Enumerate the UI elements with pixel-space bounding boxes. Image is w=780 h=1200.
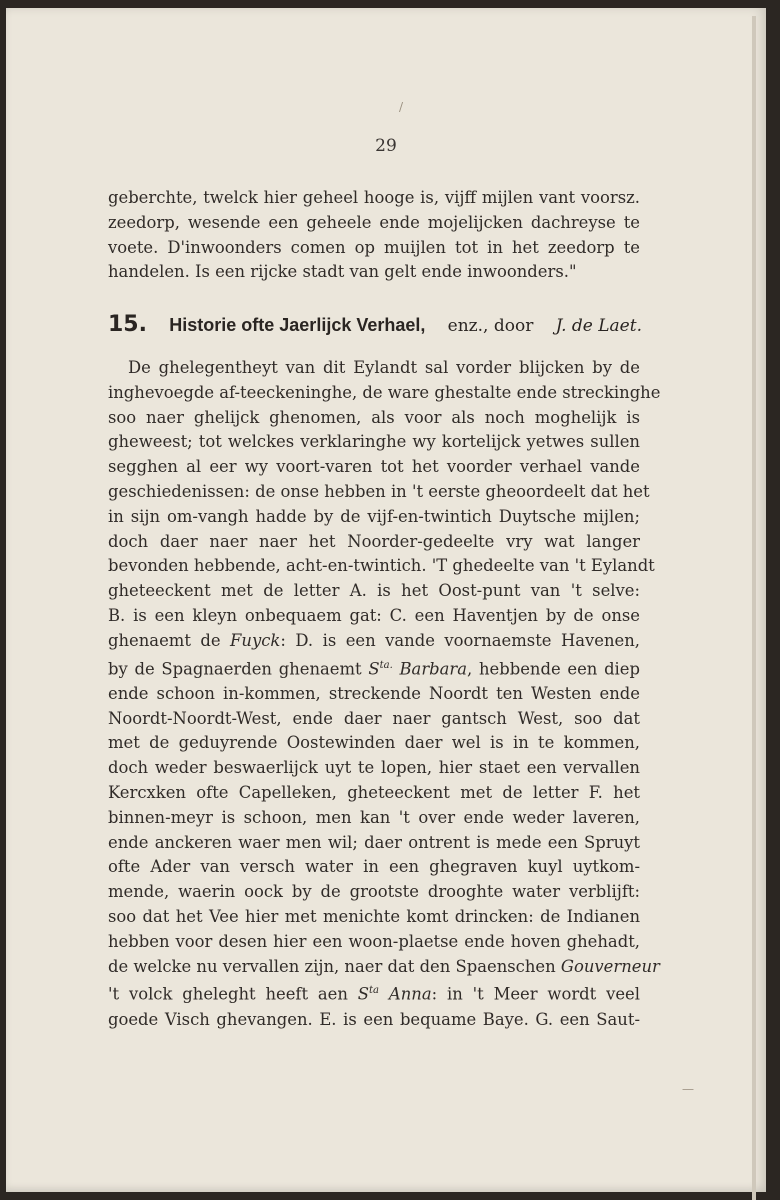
- text-line: gheteeckent met de letter A. is het Oost-punt van 't selve:: [108, 581, 640, 601]
- page-number: 29: [375, 136, 397, 156]
- text-line: met de geduyrende Oostewinden daer wel is in te kommen,: [108, 733, 640, 753]
- text-line: soo naer ghelijck ghenomen, als voor als noch moghelijk is: [108, 407, 640, 427]
- italic-name: Anna: [388, 984, 432, 1004]
- text-segment: 't volck gheleght heeft aen: [108, 984, 348, 1004]
- text-line: [108, 955, 660, 980]
- text-line: ofte Ader van versch water in een ghegraven kuyl uytkom-: [108, 857, 640, 877]
- text-line: [108, 979, 640, 1007]
- text-line: voete. D'inwoonders comen op muijlen tot in het zeedorp te: [108, 237, 640, 257]
- text-line: ende schoon in-kommen, streckende Noordt ten Westen ende: [108, 683, 640, 703]
- text-line: goede Visch ghevangen. E. is een bequame Baye. G. een Saut-: [108, 1009, 640, 1029]
- section-title: Historie ofte Jaerlijck Verhael,: [169, 315, 426, 335]
- text-line: De ghelegentheyt van dit Eylandt sal vorder blijcken by de: [128, 358, 640, 377]
- text-line: geschiedenissen: de onse hebben in 't eerste gheoordeelt dat het: [108, 481, 650, 501]
- text-segment: : in 't Meer wordt veel: [431, 984, 640, 1004]
- text-line: [108, 629, 640, 654]
- text-line: Kercxken ofte Capelleken, gheteeckent met de letter F. het: [108, 783, 640, 803]
- text-line: soo dat het Vee hier met menichte komt drincken: de Indianen: [108, 907, 640, 926]
- text-line: [108, 654, 640, 682]
- text-line: handelen. Is een rijcke stadt van gelt ende inwoonders.": [108, 262, 577, 282]
- italic-name: S: [357, 984, 370, 1004]
- text-line: Noordt-Noordt-West, ende daer naer gantsch West, soo dat: [108, 708, 640, 728]
- section-author: J. de Laet.: [555, 316, 642, 336]
- text-line: bevonden hebbende, acht-en-twintich. 'T ghedeelte van 't Eylandt: [108, 556, 655, 576]
- paragraph-1: [108, 186, 640, 285]
- text-segment: , hebbende een diep: [467, 659, 640, 679]
- text-line: hebben voor desen hier een woon-plaetse ende hoven ghehadt,: [108, 931, 640, 951]
- page-edge: [752, 16, 756, 1200]
- text-line: doch weder beswaerlijck uyt te lopen, hier staet een vervallen: [108, 758, 640, 778]
- superscript: ta: [369, 985, 380, 997]
- stray-mark-top: /: [399, 100, 404, 114]
- section-rest: enz., door: [447, 316, 534, 336]
- text-line: in sijn om-vangh hadde by de vijf-en-twintich Duytsche mijlen;: [108, 506, 640, 526]
- text-line: mende, waerin oock by de grootste drooghte water verblijft:: [108, 882, 640, 902]
- text-segment: de welcke nu vervallen zijn, naer dat den Spaenschen: [108, 956, 556, 976]
- superscript: ta.: [379, 659, 393, 671]
- italic-name: Barbara: [399, 659, 468, 679]
- text-line: binnen-meyr is schoon, men kan 't over ende weder laveren,: [108, 807, 640, 827]
- text-line: gheweest; tot welckes verklaringhe wy kortelijck yetwes sullen: [108, 432, 640, 452]
- text-line: B. is een kleyn onbequaem gat: C. een Haventjen by de onse: [108, 605, 640, 625]
- italic-name: Gouverneur: [560, 956, 660, 976]
- section-number: 15.: [108, 312, 147, 337]
- book-page: [6, 8, 766, 1192]
- text-segment: ghenaemt de: [108, 630, 221, 650]
- text-line: ende anckeren waer men wil; daer ontrent is mede een Spruyt: [108, 832, 640, 852]
- italic-name: Fuyck: [230, 630, 281, 650]
- text-segment: : D. is een vande voornaemste Havenen,: [280, 630, 640, 650]
- text-line: zeedorp, wesende een geheele ende mojelijcken dachreyse te: [108, 212, 640, 232]
- text-line: inghevoegde af-teeckeninghe, de ware ghestalte ende streckinghe: [108, 382, 661, 402]
- text-line: doch daer naer naer het Noorder-gedeelte vry wat langer: [108, 531, 640, 551]
- text-line: segghen al eer wy voort-varen tot het voorder verhael vande: [108, 457, 640, 477]
- paragraph-2: [108, 356, 661, 1032]
- text-line: geberchte, twelck hier geheel hooge is, vijff mijlen vant voorsz.: [108, 188, 640, 207]
- italic-name: S: [368, 659, 380, 679]
- text-segment: by de Spagnaerden ghenaemt: [108, 659, 362, 679]
- stray-mark-bottom: —: [682, 1082, 694, 1096]
- section-heading: [108, 312, 642, 337]
